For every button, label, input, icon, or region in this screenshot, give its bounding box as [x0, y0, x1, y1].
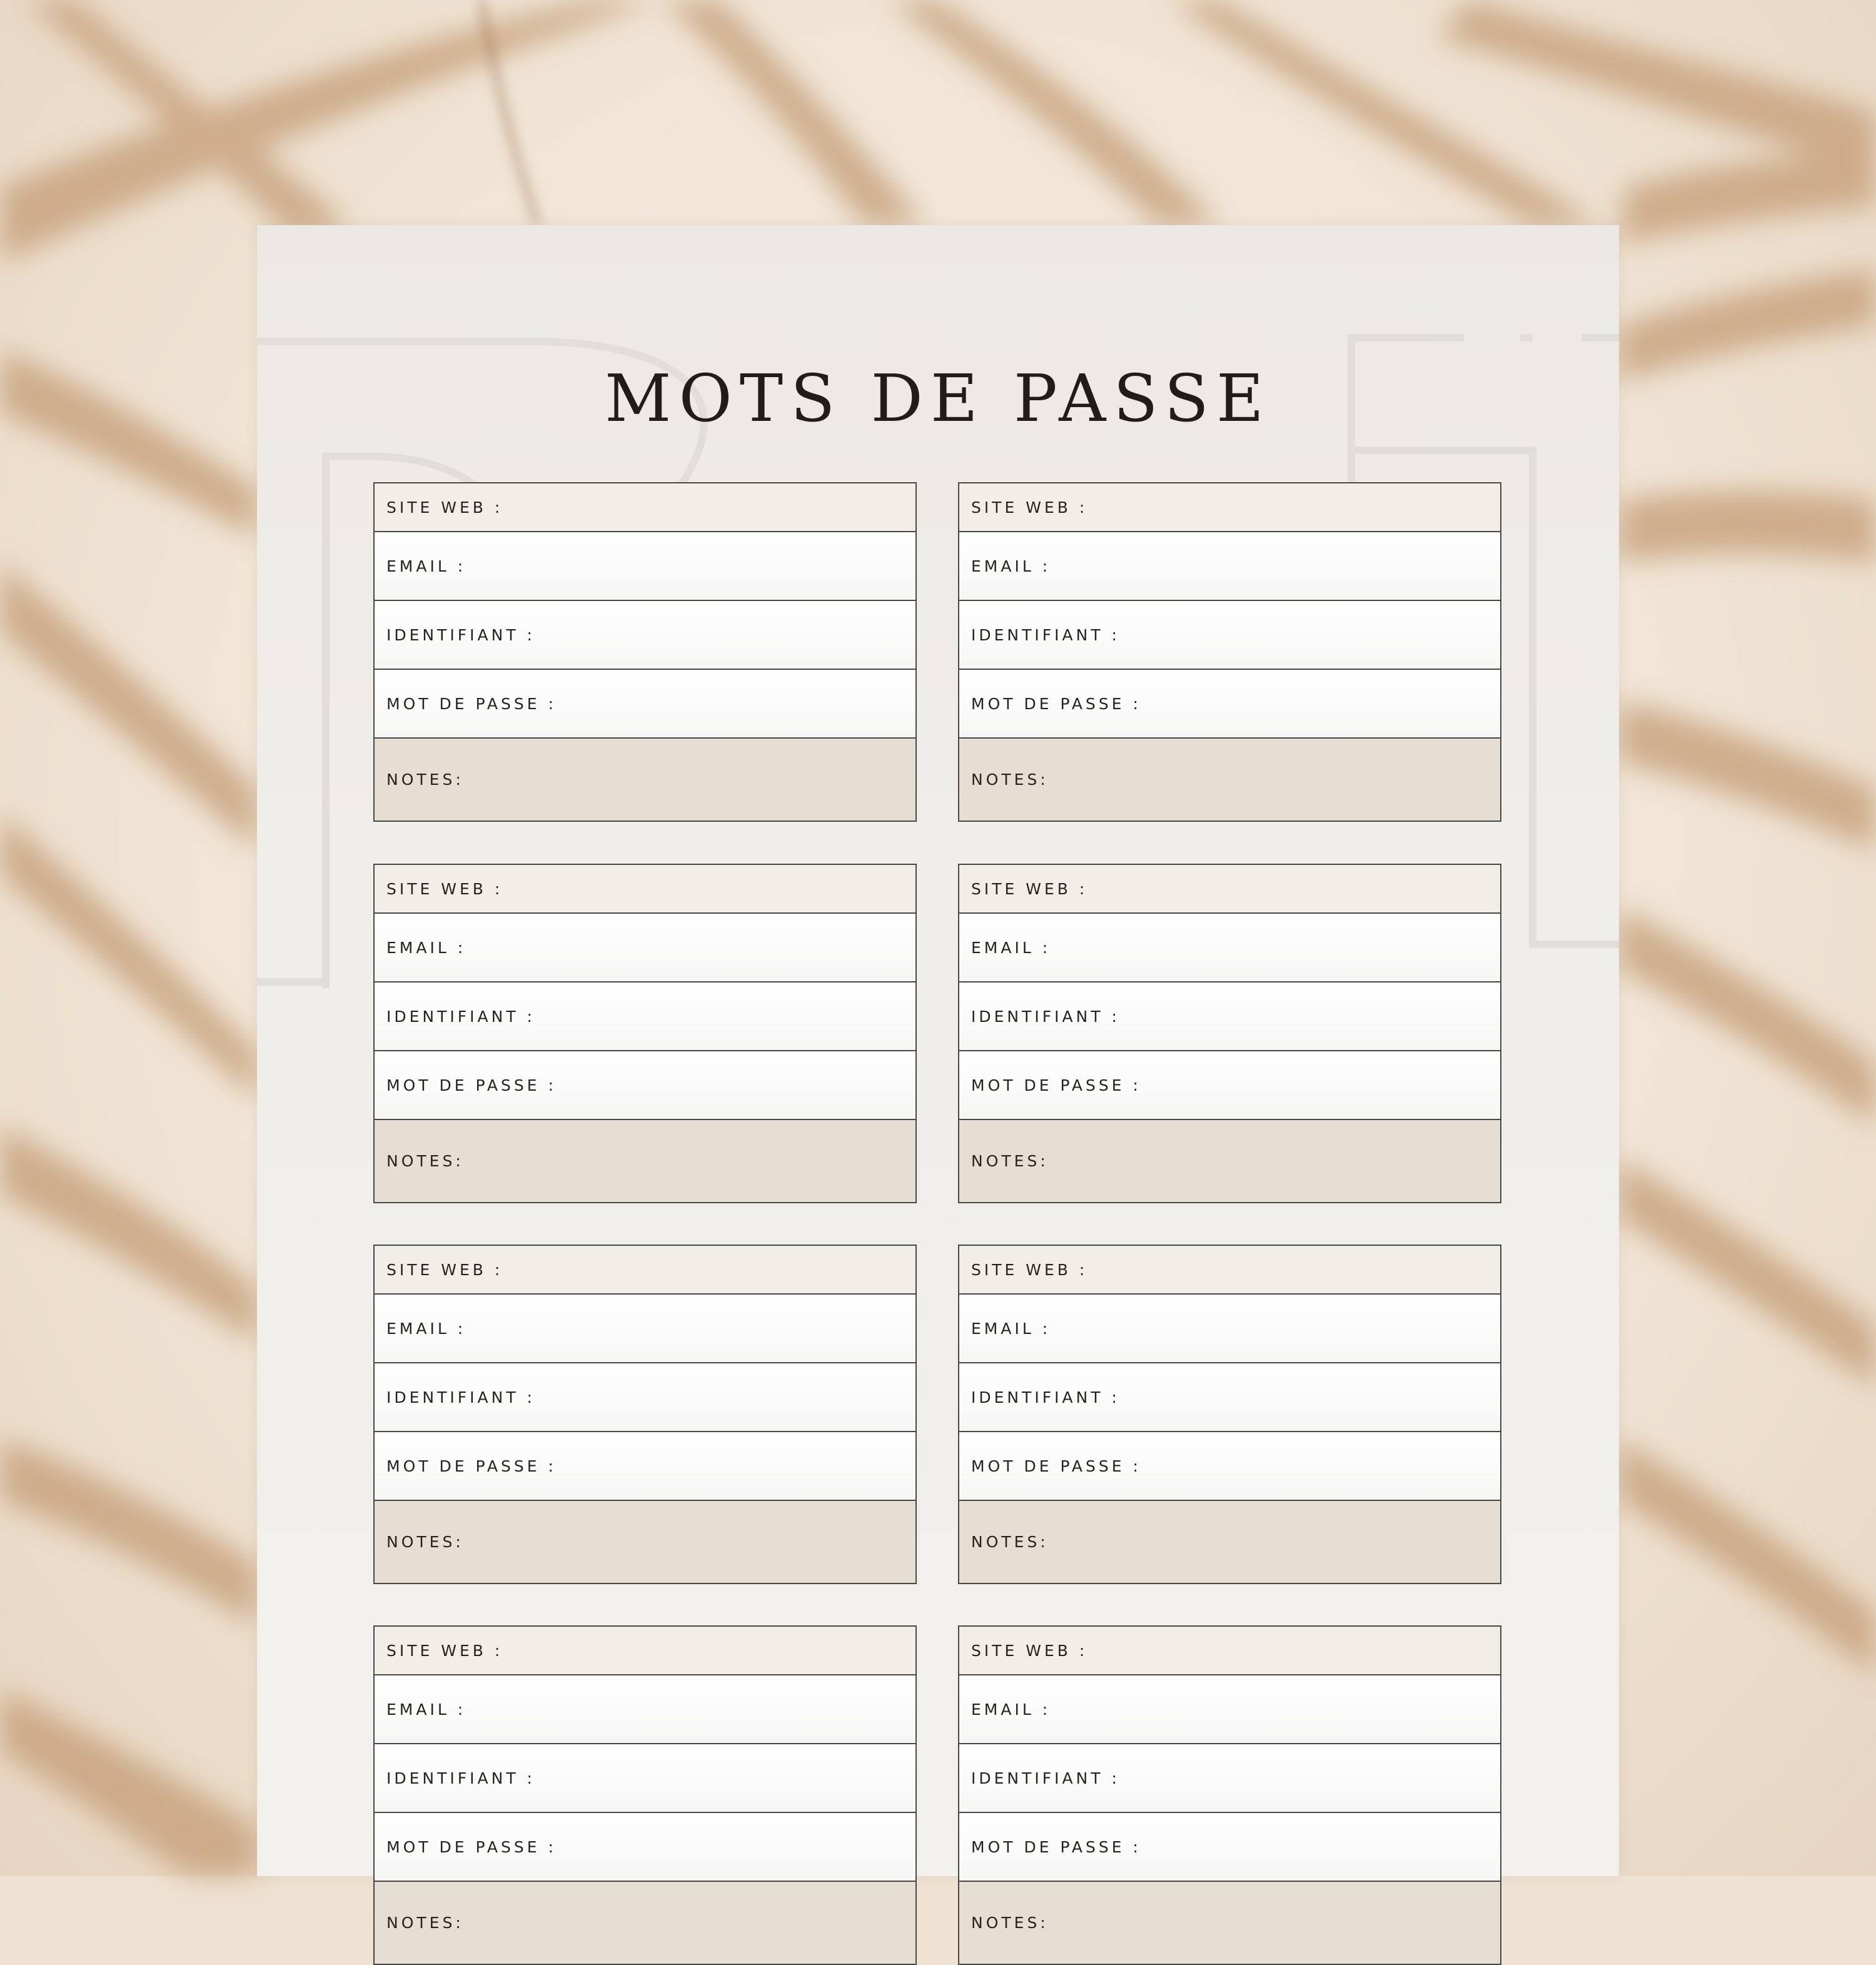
mot-de-passe-label: MOT DE PASSE :	[386, 1076, 557, 1094]
email-field[interactable]	[375, 1675, 915, 1744]
email-label: EMAIL :	[386, 1700, 466, 1719]
email-label: EMAIL :	[386, 938, 466, 957]
notes-label: NOTES:	[971, 1152, 1049, 1170]
site-web-label: SITE WEB :	[971, 879, 1088, 898]
identifiant-field[interactable]	[375, 601, 915, 670]
identifiant-label: IDENTIFIANT :	[971, 1388, 1120, 1407]
site-web-label: SITE WEB :	[386, 1641, 503, 1660]
notes-field[interactable]	[375, 1501, 915, 1583]
site-web-field[interactable]	[375, 1246, 915, 1295]
mot-de-passe-field[interactable]	[375, 1813, 915, 1882]
mot-de-passe-label: MOT DE PASSE :	[971, 1076, 1141, 1094]
email-label: EMAIL :	[971, 938, 1051, 957]
email-field[interactable]	[375, 914, 915, 982]
email-label: EMAIL :	[971, 1319, 1051, 1338]
site-web-field[interactable]	[375, 865, 915, 914]
email-label: EMAIL :	[971, 557, 1051, 575]
site-web-field[interactable]	[375, 483, 915, 532]
identifiant-label: IDENTIFIANT :	[386, 1769, 535, 1787]
email-field[interactable]	[375, 1295, 915, 1363]
email-field[interactable]	[375, 532, 915, 601]
mot-de-passe-field[interactable]	[959, 1432, 1500, 1501]
mot-de-passe-field[interactable]	[375, 1051, 915, 1120]
email-label: EMAIL :	[386, 557, 466, 575]
password-card	[958, 482, 1501, 822]
password-sheet	[257, 225, 1619, 1932]
email-label: EMAIL :	[971, 1700, 1051, 1719]
password-card	[373, 864, 917, 1203]
mot-de-passe-field[interactable]	[959, 1813, 1500, 1882]
mot-de-passe-label: MOT DE PASSE :	[971, 1457, 1141, 1475]
identifiant-label: IDENTIFIANT :	[971, 625, 1120, 644]
password-card	[958, 864, 1501, 1203]
notes-field[interactable]	[959, 1120, 1500, 1202]
mot-de-passe-field[interactable]	[959, 670, 1500, 739]
site-web-label: SITE WEB :	[971, 1641, 1088, 1660]
notes-field[interactable]	[959, 1882, 1500, 1964]
identifiant-label: IDENTIFIANT :	[386, 1007, 535, 1026]
mot-de-passe-label: MOT DE PASSE :	[386, 1837, 557, 1856]
email-field[interactable]	[959, 1295, 1500, 1363]
notes-label: NOTES:	[971, 770, 1049, 789]
password-card	[373, 1245, 917, 1584]
notes-label: NOTES:	[971, 1914, 1049, 1932]
site-web-field[interactable]	[959, 483, 1500, 532]
notes-field[interactable]	[375, 1882, 915, 1964]
site-web-field[interactable]	[959, 1627, 1500, 1675]
mot-de-passe-field[interactable]	[375, 670, 915, 739]
notes-label: NOTES:	[386, 770, 464, 789]
identifiant-label: IDENTIFIANT :	[971, 1007, 1120, 1026]
identifiant-field[interactable]	[375, 1744, 915, 1813]
notes-field[interactable]	[375, 1120, 915, 1202]
identifiant-field[interactable]	[959, 1363, 1500, 1432]
page-title: MOTS DE PASSE	[605, 360, 1271, 437]
identifiant-field[interactable]	[959, 601, 1500, 670]
identifiant-label: IDENTIFIANT :	[386, 1388, 535, 1407]
mot-de-passe-label: MOT DE PASSE :	[971, 694, 1141, 713]
site-web-label: SITE WEB :	[386, 498, 503, 517]
password-card	[958, 1625, 1501, 1965]
notes-label: NOTES:	[971, 1533, 1049, 1551]
identifiant-field[interactable]	[375, 1363, 915, 1432]
notes-label: NOTES:	[386, 1533, 464, 1551]
identifiant-field[interactable]	[959, 1744, 1500, 1813]
mot-de-passe-label: MOT DE PASSE :	[386, 694, 557, 713]
password-card	[958, 1245, 1501, 1584]
site-web-label: SITE WEB :	[971, 498, 1088, 517]
notes-label: NOTES:	[386, 1914, 464, 1932]
site-web-label: SITE WEB :	[386, 879, 503, 898]
notes-field[interactable]	[375, 739, 915, 821]
email-field[interactable]	[959, 1675, 1500, 1744]
site-web-field[interactable]	[375, 1627, 915, 1675]
notes-field[interactable]	[959, 1501, 1500, 1583]
notes-field[interactable]	[959, 739, 1500, 821]
password-card	[373, 482, 917, 822]
identifiant-field[interactable]	[375, 982, 915, 1051]
site-web-label: SITE WEB :	[386, 1260, 503, 1279]
email-label: EMAIL :	[386, 1319, 466, 1338]
mot-de-passe-field[interactable]	[375, 1432, 915, 1501]
mot-de-passe-field[interactable]	[959, 1051, 1500, 1120]
site-web-field[interactable]	[959, 865, 1500, 914]
site-web-label: SITE WEB :	[971, 1260, 1088, 1279]
email-field[interactable]	[959, 914, 1500, 982]
email-field[interactable]	[959, 532, 1500, 601]
identifiant-field[interactable]	[959, 982, 1500, 1051]
identifiant-label: IDENTIFIANT :	[386, 625, 535, 644]
site-web-field[interactable]	[959, 1246, 1500, 1295]
mot-de-passe-label: MOT DE PASSE :	[386, 1457, 557, 1475]
notes-label: NOTES:	[386, 1152, 464, 1170]
identifiant-label: IDENTIFIANT :	[971, 1769, 1120, 1787]
password-card	[373, 1625, 917, 1965]
mot-de-passe-label: MOT DE PASSE :	[971, 1837, 1141, 1856]
